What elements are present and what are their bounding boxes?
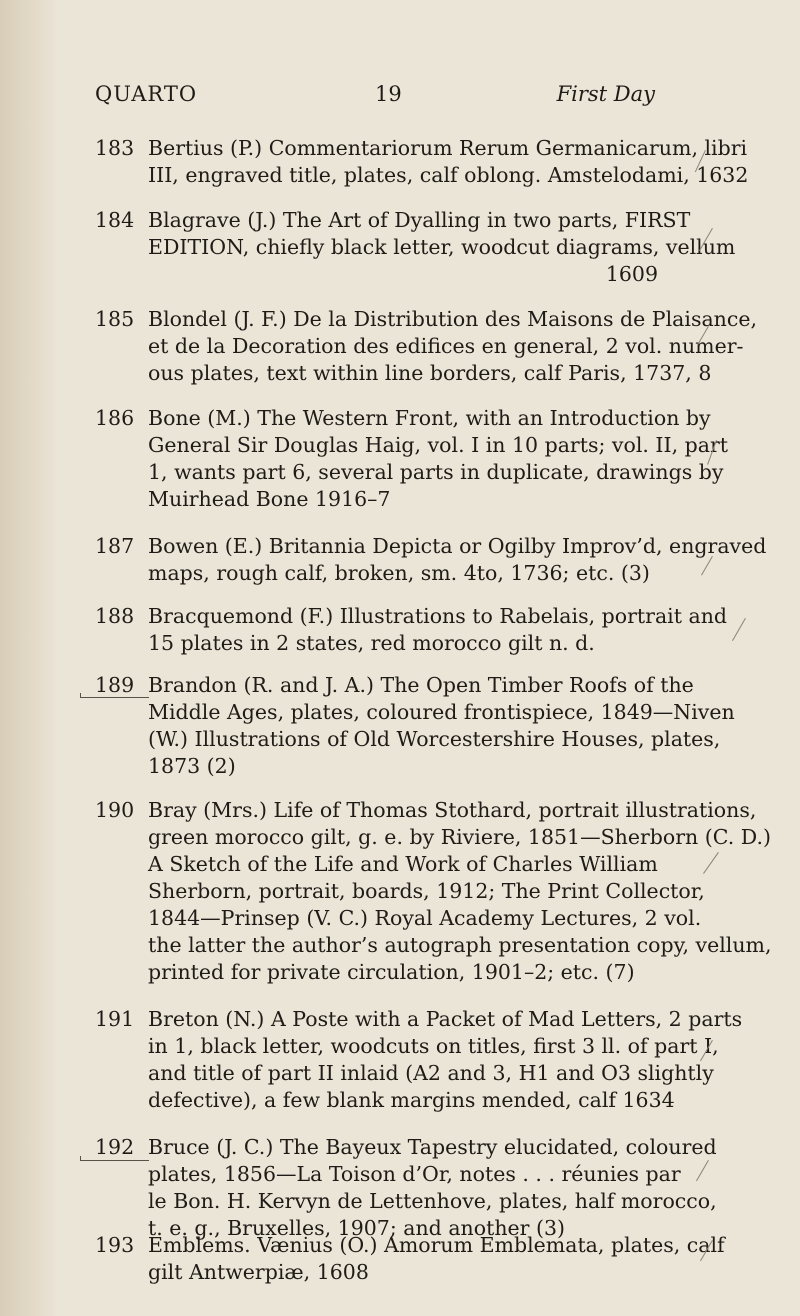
- lot-line: Blondel (J. F.) De la Distribution des Maisons de Plaisance,: [148, 307, 758, 331]
- lot-description: [148, 207, 736, 288]
- lot-line: Bertius (P.) Commentariorum Rerum Germanicarum, libri: [148, 136, 748, 160]
- lot-line: the latter the author’s autograph presentation copy, vellum,: [148, 933, 772, 957]
- lot-number: 188: [95, 604, 135, 628]
- lot-line: General Sir Douglas Haig, vol. I in 10 parts; vol. II, part: [148, 433, 729, 457]
- header-format: QUARTO: [95, 82, 198, 106]
- lot-line: (W.) Illustrations of Old Worcestershire Houses, plates,: [148, 727, 721, 751]
- lot-description: [148, 135, 749, 189]
- pencil-tick-mark: [696, 1160, 709, 1181]
- lot-line: t. e. g., Bruxelles, 1907; and another (3): [148, 1216, 566, 1240]
- lot-number: 183: [95, 136, 135, 160]
- lot-line: III, engraved title, plates, calf oblong. Amstelodami, 1632: [148, 163, 749, 187]
- lot-line: Middle Ages, plates, coloured frontispiece, 1849—Niven: [148, 700, 735, 724]
- lot-line: Bone (M.) The Western Front, with an Introduction by: [148, 406, 711, 430]
- lot-line: Muirhead Bone 1916–7: [148, 487, 391, 511]
- lot-number: 187: [95, 534, 135, 558]
- lot-line: 1, wants part 6, several parts in duplicate, drawings by: [148, 460, 724, 484]
- ink-underline-mark: [80, 1156, 149, 1161]
- lot-line: Blagrave (J.) The Art of Dyalling in two parts, FIRST: [148, 208, 691, 232]
- lot-line: gilt Antwerpiæ, 1608: [148, 1260, 369, 1284]
- lot-description: [148, 797, 772, 986]
- lot-number: 184: [95, 208, 135, 232]
- lot-description: [148, 405, 729, 513]
- lot-line: le Bon. H. Kervyn de Lettenhove, plates, half morocco,: [148, 1189, 717, 1213]
- lot-description: [148, 1134, 717, 1242]
- lot-line: Emblems. Vænius (O.) Amorum Emblemata, plates, calf: [148, 1233, 725, 1257]
- lot-description: [148, 306, 758, 387]
- pencil-tick-mark: [732, 618, 746, 641]
- lot-line: Bray (Mrs.) Life of Thomas Stothard, portrait illustrations,: [148, 798, 757, 822]
- lot-line: et de la Decoration des edifices en general, 2 vol. numer-: [148, 334, 744, 358]
- lot-line: green morocco gilt, g. e. by Riviere, 1851—Sherborn (C. D.): [148, 825, 771, 849]
- lot-line: Breton (N.) A Poste with a Packet of Mad Letters, 2 parts: [148, 1007, 743, 1031]
- lot-number: 189: [95, 673, 135, 697]
- page-header: [95, 82, 655, 112]
- lot-line: plates, 1856—La Toison d’Or, notes . . . réunies par: [148, 1162, 681, 1186]
- lot-line: Bracquemond (F.) Illustrations to Rabelais, portrait and: [148, 604, 728, 628]
- lot-description: [148, 603, 728, 657]
- lot-line: printed for private circulation, 1901–2; etc. (7): [148, 960, 635, 984]
- lot-number: 185: [95, 307, 135, 331]
- lot-line: Bruce (J. C.) The Bayeux Tapestry elucidated, coloured: [148, 1135, 717, 1159]
- lot-description: [148, 533, 767, 587]
- lot-line: A Sketch of the Life and Work of Charles William: [148, 852, 658, 876]
- lot-line: 15 plates in 2 states, red morocco gilt n. d.: [148, 631, 595, 655]
- lot-line: Bowen (E.) Britannia Depicta or Ogilby Improv’d, engraved: [148, 534, 767, 558]
- lot-description: [148, 1232, 725, 1286]
- ink-underline-mark: [80, 693, 149, 698]
- lot-line: EDITION, chiefly black letter, woodcut diagrams, vellum: [148, 235, 736, 259]
- lot-line: 1844—Prinsep (V. C.) Royal Academy Lectures, 2 vol.: [148, 906, 702, 930]
- lot-line: ous plates, text within line borders, calf Paris, 1737, 8: [148, 361, 712, 385]
- lot-line: Sherborn, portrait, boards, 1912; The Print Collector,: [148, 879, 705, 903]
- lot-line: in 1, black letter, woodcuts on titles, first 3 ll. of part I,: [148, 1034, 719, 1058]
- pencil-tick-mark: [701, 556, 713, 576]
- lot-number: 186: [95, 406, 135, 430]
- lot-line: defective), a few blank margins mended, calf 1634: [148, 1088, 675, 1112]
- header-sale-day: First Day: [556, 82, 655, 106]
- lot-number: 190: [95, 798, 135, 822]
- lot-line: and title of part II inlaid (A2 and 3, H1 and O3 slightly: [148, 1061, 714, 1085]
- pencil-tick-mark: [703, 852, 719, 874]
- lot-number: 193: [95, 1233, 135, 1257]
- page-number: 19: [375, 82, 402, 106]
- lot-description: [148, 1006, 743, 1114]
- lot-line: 1873 (2): [148, 754, 236, 778]
- lot-line: maps, rough calf, broken, sm. 4to, 1736; etc. (3): [148, 561, 650, 585]
- lot-description: [148, 672, 735, 780]
- lot-number: 192: [95, 1135, 135, 1159]
- lot-line: 1609: [605, 262, 658, 286]
- lot-number: 191: [95, 1007, 135, 1031]
- page-edge-shadow: [0, 0, 58, 1316]
- lot-line: Brandon (R. and J. A.) The Open Timber Roofs of the: [148, 673, 694, 697]
